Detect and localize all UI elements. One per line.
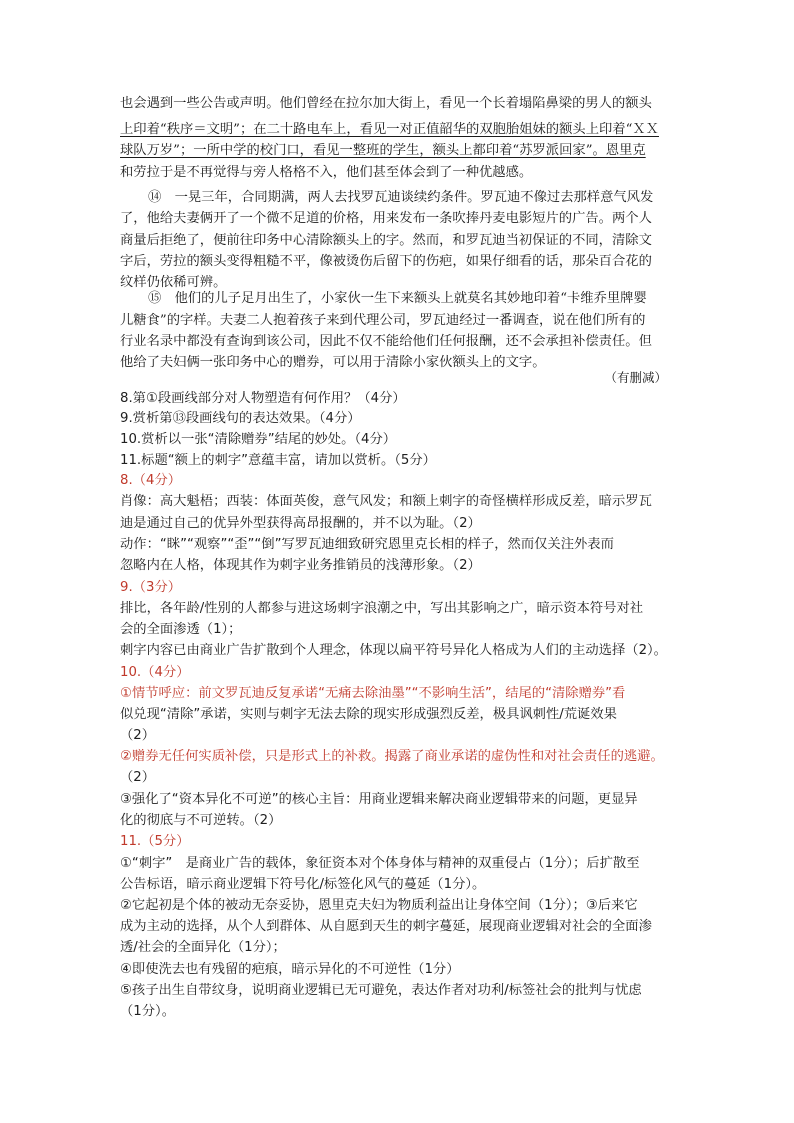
story-line: 了，他给夫妻俩开了一个微不足道的价格，用来发布一条吹捧丹麦电影短片的广告。两个人 bbox=[120, 211, 652, 226]
answer-8-line: 肖像：高大魁梧；西装：体面英俊，意气风发；和额上刺字的奇怪横样形成反差，暗示罗瓦 bbox=[120, 494, 652, 509]
story-line: 也会遇到一些公告或声明。他们曾经在拉尔加大街上，看见一个长着塌陷鼻梁的男人的额头 bbox=[120, 96, 652, 111]
answer-9-line: 会的全面渗透（1）； bbox=[120, 622, 242, 637]
answer-11-line: ④即使洗去也有残留的疤痕，暗示异化的不可逆性（1分） bbox=[120, 962, 460, 977]
question-10: 10.赏析以一张“清除赠券”结尾的妙处。（4分） bbox=[120, 432, 397, 447]
answer-8-heading: 8.（4分） bbox=[120, 473, 182, 488]
answer-11-line: ⑤孩子出生自带纹身，说明商业逻辑已无可避免，表达作者对功利/标签社会的批判与忧虑 bbox=[120, 983, 642, 998]
answer-10-line: （2） bbox=[120, 728, 156, 743]
answer-8-line: 忽略内在人格，体现其作为刺字业务推销员的浅薄形象。（2） bbox=[120, 558, 481, 573]
story-line: 上印着“秩序＝文明”；在二十路电车上，看见一对正值韶华的双胞胎姐妹的额头上印着“ＸＸ bbox=[120, 122, 659, 137]
answer-11-heading: 11.（5分） bbox=[120, 834, 190, 849]
story-line: 他给了夫妇俩一张印务中心的赠券，可以用于清除小家伙额头上的文字。 bbox=[120, 355, 546, 370]
story-line: ⑮ 他们的儿子足月出生了，小家伙一生下来额头上就莫名其妙地印着“卡维乔里牌婴 bbox=[148, 291, 647, 306]
story-line: 和劳拉于是不再觉得与旁人格格不入，他们甚至体会到了一种优越感。 bbox=[120, 165, 533, 180]
story-line: 儿糖食”的字样。夫妻二人抱着孩子来到代理公司，罗瓦迪经过一番调查，说在他们所有的 bbox=[120, 313, 646, 328]
answer-10-line: ③强化了“资本异化不可逆”的核心主旨：用商业逻辑来解决商业逻辑带来的问题，更显异 bbox=[120, 792, 638, 807]
answer-10-line: ①情节呼应：前文罗瓦迪反复承诺“无痛去除油墨”“不影响生活”，结尾的“清除赠券”看 bbox=[120, 686, 626, 701]
story-line: 纹样仍依稀可辨。 bbox=[120, 275, 227, 290]
answer-8-line: 迪是通过自己的优异外型获得高昂报酬的，并不以为耻。（2） bbox=[120, 516, 481, 531]
story-line: 行业名录中都没有查询到该公司，因此不仅不能给他们任何报酬，还不会承担补偿责任。但 bbox=[120, 334, 652, 349]
answer-8-line: 动作：“眯”“观察”“歪”“倒”写罗瓦迪细致研究恩里克长相的样子，然而仅关注外表而 bbox=[120, 537, 614, 552]
answer-11-line: ①“刺字” 是商业广告的载体，象征资本对个体身体与精神的双重侵占（1分）；后扩散至 bbox=[120, 856, 640, 871]
answer-11-line: ②它起初是个体的被动无奈妥协，恩里克夫妇为物质利益出让身体空间（1分）；③后来它 bbox=[120, 898, 638, 913]
answer-9-heading: 9.（3分） bbox=[120, 580, 182, 595]
answer-9-line: 排比，各年龄/性别的人都参与进这场刺字浪潮之中，写出其影响之广，暗示资本符号对社 bbox=[120, 601, 644, 616]
answer-10-line: 似兑现“清除”承诺，实则与刺字无法去除的现实形成强烈反差，极具讽刺性/荒诞效果 bbox=[120, 707, 617, 722]
answer-11-line: 透/社会的全面异化（1分）； bbox=[120, 940, 286, 955]
question-8: 8.第①段画线部分对人物塑造有何作用？（4分） bbox=[120, 391, 406, 406]
answer-11-line: 成为主动的选择，从个人到群体、从自愿到天生的刺字蔓延，展现商业逻辑对社会的全面渗 bbox=[120, 919, 652, 934]
question-9: 9.赏析第⑬段画线句的表达效果。（4分） bbox=[120, 411, 361, 426]
story-line: 商量后拒绝了，便前往印务中心清除额头上的字。然而，和罗瓦迪当初保证的不同，清除文 bbox=[120, 233, 652, 248]
story-line: ⑭ 一晃三年，合同期满，两人去找罗瓦迪谈续约条件。罗瓦迪不像过去那样意气风发 bbox=[148, 190, 654, 205]
story-line: 字后，劳拉的额头变得粗糙不平，像被烫伤后留下的伤疤，如果仔细看的话，那朵百合花的 bbox=[120, 254, 652, 269]
abridged-note: （有删减） bbox=[604, 370, 667, 385]
answer-9-line: 刺字内容已由商业广告扩散到个人理念，体现以扁平符号异化人格成为人们的主动选择（2）。 bbox=[120, 643, 667, 658]
story-line: 球队万岁”；一所中学的校门口，看见一整班的学生，额头上都印着“苏罗派回家”。恩里克 bbox=[120, 143, 646, 158]
answer-11-line: （1分）。 bbox=[120, 1004, 175, 1019]
answer-10-heading: 10.（4分） bbox=[120, 665, 190, 680]
answer-10-line: （2） bbox=[120, 770, 156, 785]
question-11: 11.标题“额上的刺字”意蕴丰富，请加以赏析。（5分） bbox=[120, 453, 436, 468]
answer-10-line: ②赠券无任何实质补偿，只是形式上的补救。揭露了商业承诺的虚伪性和对社会责任的逃避。 bbox=[120, 749, 664, 764]
answer-10-line: 化的彻底与不可逆转。（2） bbox=[120, 813, 282, 828]
answer-11-line: 公告标语，暗示商业逻辑下符号化/标签化风气的蔓延（1分）。 bbox=[120, 877, 486, 892]
